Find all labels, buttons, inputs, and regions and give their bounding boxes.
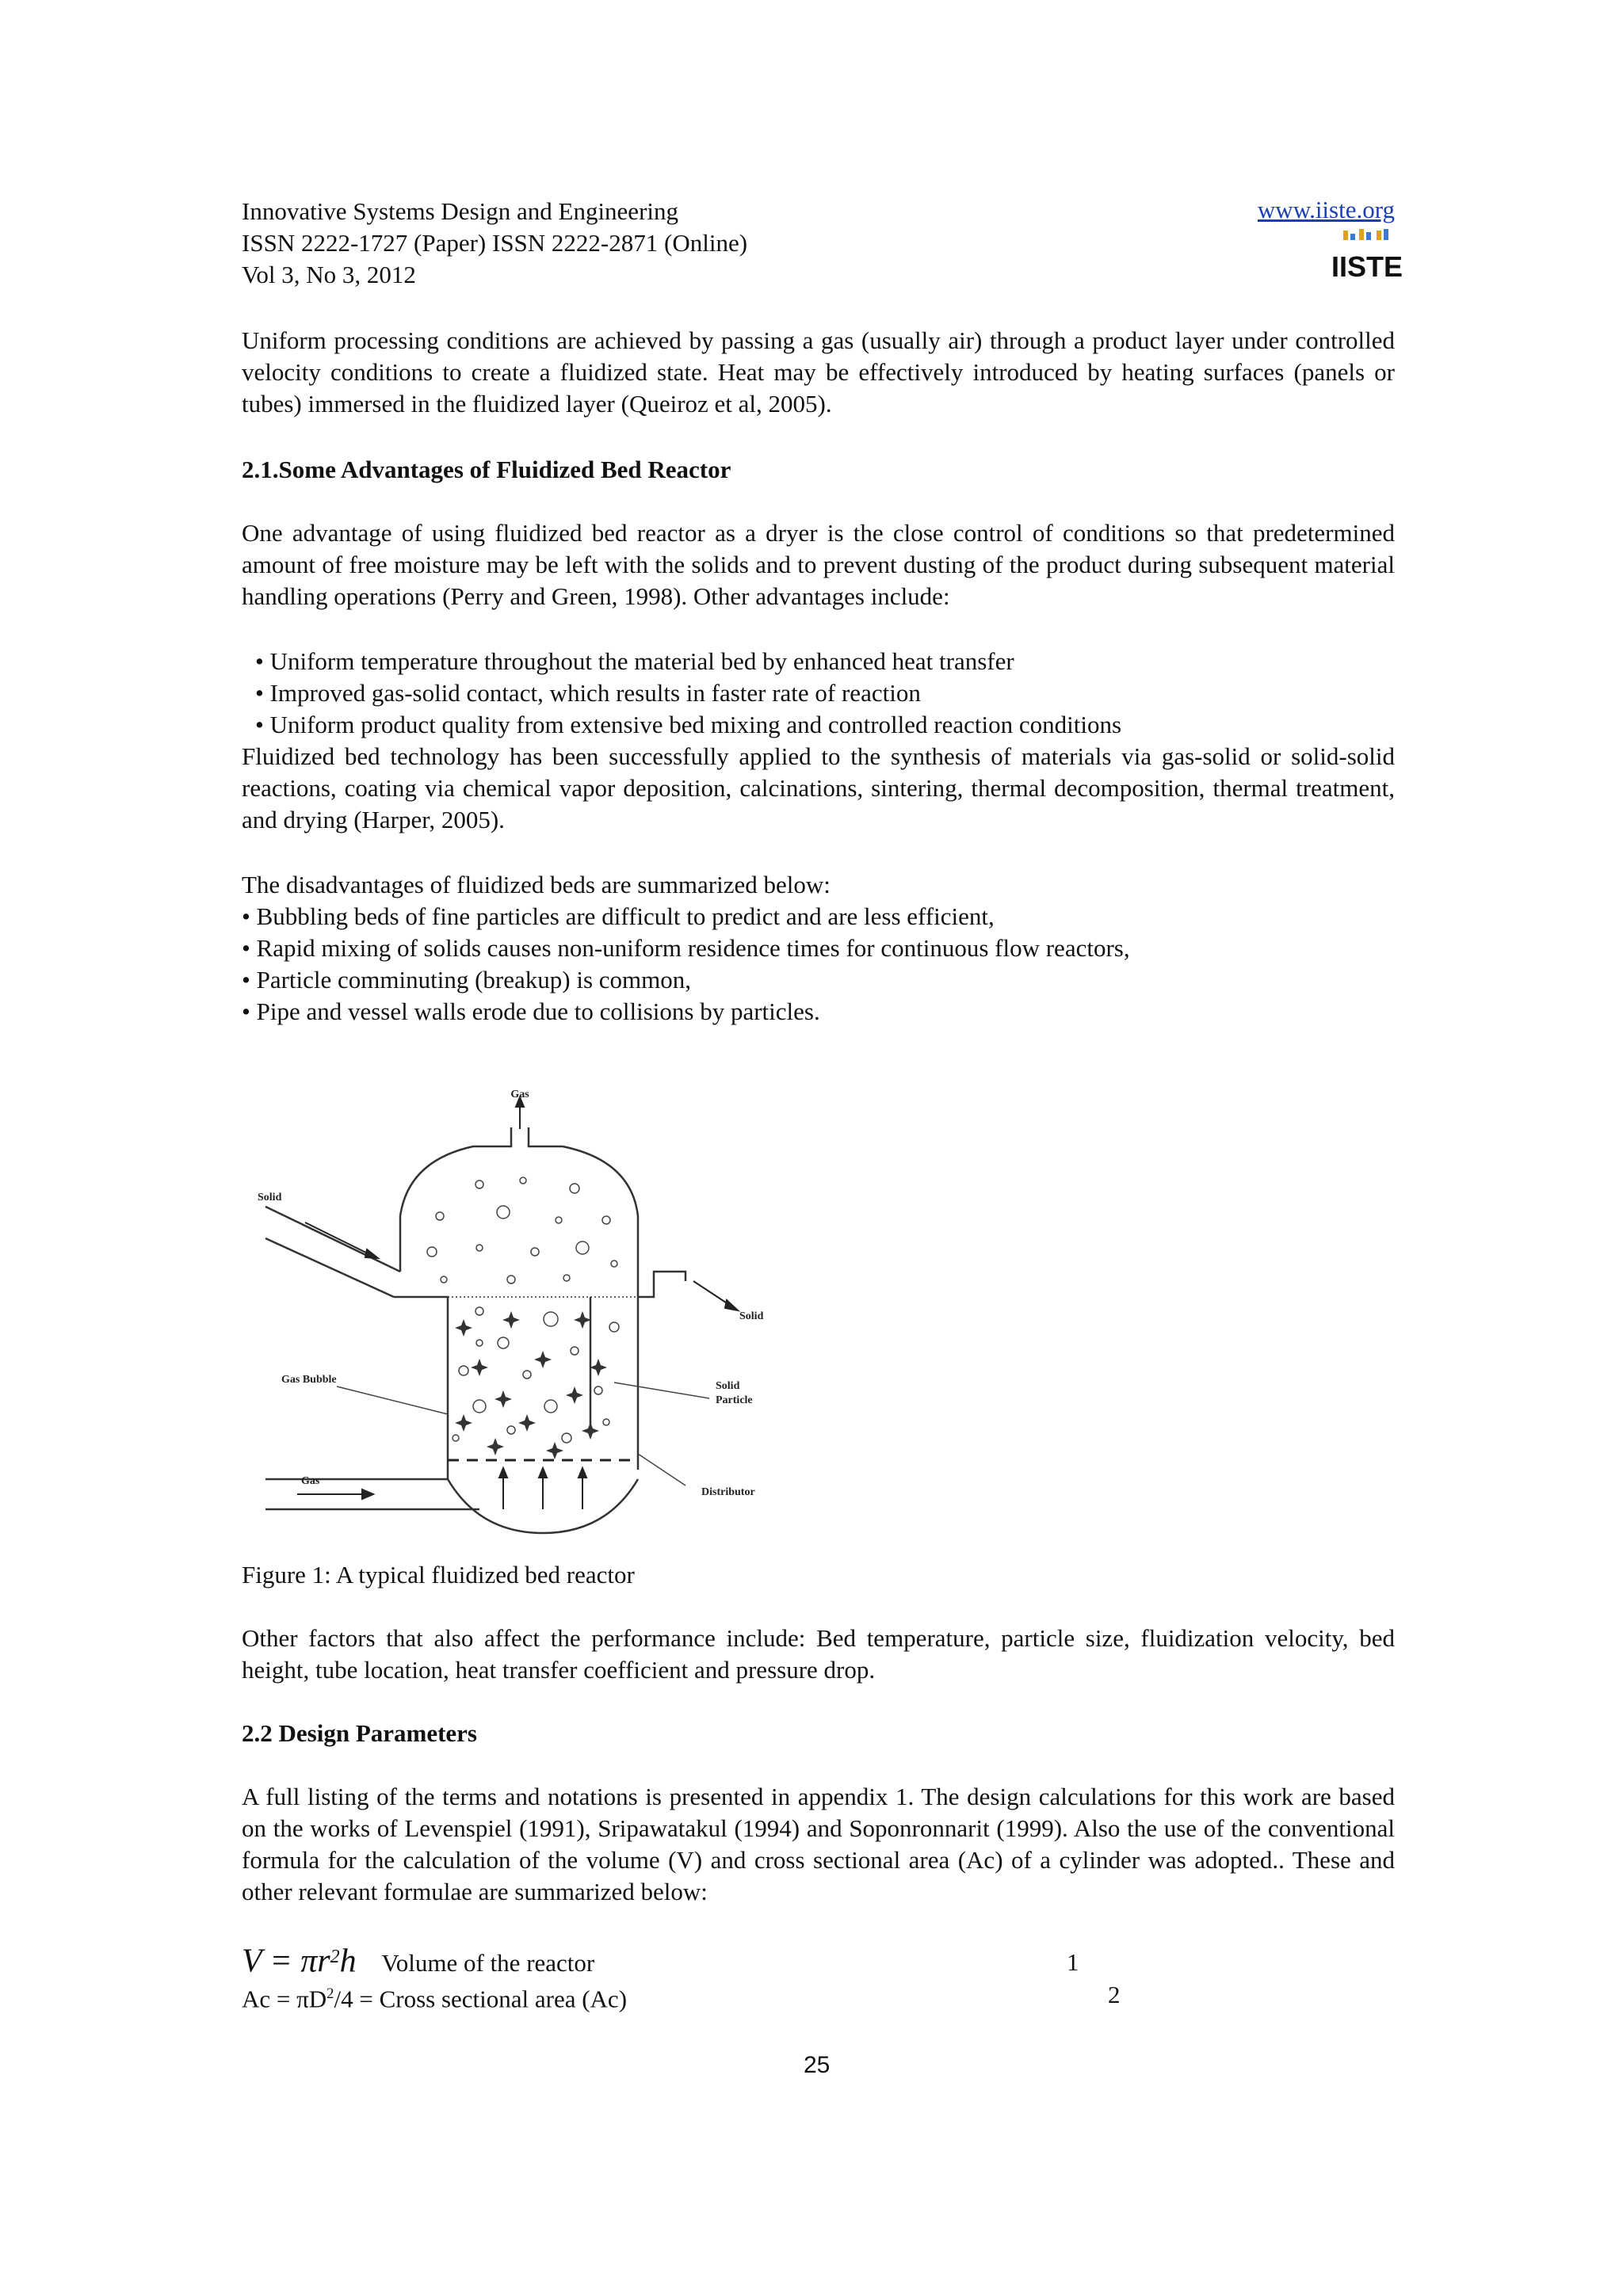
label-solid-outlet: Solid bbox=[739, 1310, 764, 1322]
advantages-paragraph: One advantage of using fluidized bed reactor as a dryer is the close control of conditions so that predetermined amount of free moisture may be left with the solids and to prevent dusting of the product during subsequent material handling operations (Perry and Green, 1998). Other advantages include: bbox=[242, 519, 1395, 610]
equation-volume-lhs: V = πr bbox=[242, 1943, 330, 1980]
section-heading-advantages: 2.1.Some Advantages of Fluidized Bed Reactor bbox=[242, 456, 731, 483]
journal-website-link[interactable]: www.iiste.org bbox=[1257, 196, 1395, 223]
section-heading-design-parameters: 2.2 Design Parameters bbox=[242, 1719, 477, 1747]
equation-volume-sup: 2 bbox=[330, 1947, 340, 1967]
equation-area bbox=[242, 1978, 627, 2016]
disadvantage-item: • Rapid mixing of solids causes non-uniform residence times for continuous flow reactors, bbox=[242, 934, 1130, 962]
disadvantages-intro: The disadvantages of fluidized beds are summarized below: bbox=[242, 871, 831, 898]
advantage-item: • Uniform product quality from extensive bed mixing and controlled reaction conditions bbox=[255, 711, 1122, 738]
advantage-item: • Uniform temperature throughout the material bed by enhanced heat transfer bbox=[255, 647, 1014, 675]
equation-volume-desc: Volume of the reactor bbox=[381, 1949, 595, 1978]
equation-volume bbox=[242, 1940, 594, 1980]
disadvantage-item: • Bubbling beds of fine particles are difficult to predict and are less efficient, bbox=[242, 902, 995, 930]
issn-line: ISSN 2222-1727 (Paper) ISSN 2222-2871 (Online) bbox=[242, 229, 748, 257]
label-solid-inlet: Solid bbox=[258, 1192, 282, 1203]
logo-text: IISTE bbox=[1331, 250, 1403, 283]
disadvantage-item: • Particle comminuting (breakup) is common, bbox=[242, 966, 692, 994]
disadvantage-item: • Pipe and vessel walls erode due to collisions by particles. bbox=[242, 997, 820, 1025]
label-gas-outlet: Gas bbox=[510, 1089, 529, 1100]
fluidized-bed-reactor-diagram bbox=[242, 1089, 812, 1533]
equation-number-2: 2 bbox=[1108, 1981, 1121, 2008]
volume-line: Vol 3, No 3, 2012 bbox=[242, 261, 416, 288]
equation-area-sup: 2 bbox=[327, 1985, 334, 2002]
equation-area-lhs: Ac = πD bbox=[242, 1985, 327, 2013]
advantage-item: • Improved gas-solid contact, which results in faster rate of reaction bbox=[255, 679, 921, 707]
equation-number-1: 1 bbox=[1067, 1948, 1079, 1976]
equation-area-rhs: /4 = Cross sectional area (Ac) bbox=[334, 1985, 628, 2013]
equation-volume-h: h bbox=[339, 1943, 357, 1980]
other-factors-paragraph: Other factors that also affect the performance include: Bed temperature, particle size, fluidization velocity, bed height, tube location, heat transfer coefficient and pressure drop. bbox=[242, 1624, 1395, 1684]
journal-title: Innovative Systems Design and Engineering bbox=[242, 197, 679, 225]
technology-paragraph: Fluidized bed technology has been successfully applied to the synthesis of materials via gas-solid or solid-solid reactions, coating via chemical vapor deposition, calcinations, sintering, thermal decomposition, thermal treatment, and drying (Harper, 2005). bbox=[242, 742, 1395, 833]
label-gas-bubble: Gas Bubble bbox=[281, 1374, 337, 1386]
page-number: 25 bbox=[804, 2052, 831, 2078]
label-distributor: Distributor bbox=[701, 1486, 755, 1498]
design-parameters-paragraph: A full listing of the terms and notations is presented in appendix 1. The design calculations for this work are based on the works of Levenspiel (1991), Sripawatakul (1994) and Soponronnarit (1999). Also the use of the conventional formula for the calculation of the volume (V) and cross sectional area (Ac) of a cylinder was adopted.. These and other relevant formulae are summarized below: bbox=[242, 1783, 1395, 1905]
intro-paragraph: Uniform processing conditions are achieved by passing a gas (usually air) through a product layer under controlled velocity conditions to create a fluidized state. Heat may be effectively introduced by heating surfaces (panels or tubes) immersed in the fluidized layer (Queiroz et al, 2005). bbox=[242, 326, 1395, 418]
iiste-logo bbox=[1331, 227, 1403, 283]
label-solid-particle-line1: Solid bbox=[716, 1380, 740, 1392]
label-gas-inlet: Gas bbox=[301, 1475, 320, 1487]
label-solid-particle-line2: Particle bbox=[716, 1394, 753, 1406]
figure-caption: Figure 1: A typical fluidized bed reactor bbox=[242, 1561, 635, 1589]
